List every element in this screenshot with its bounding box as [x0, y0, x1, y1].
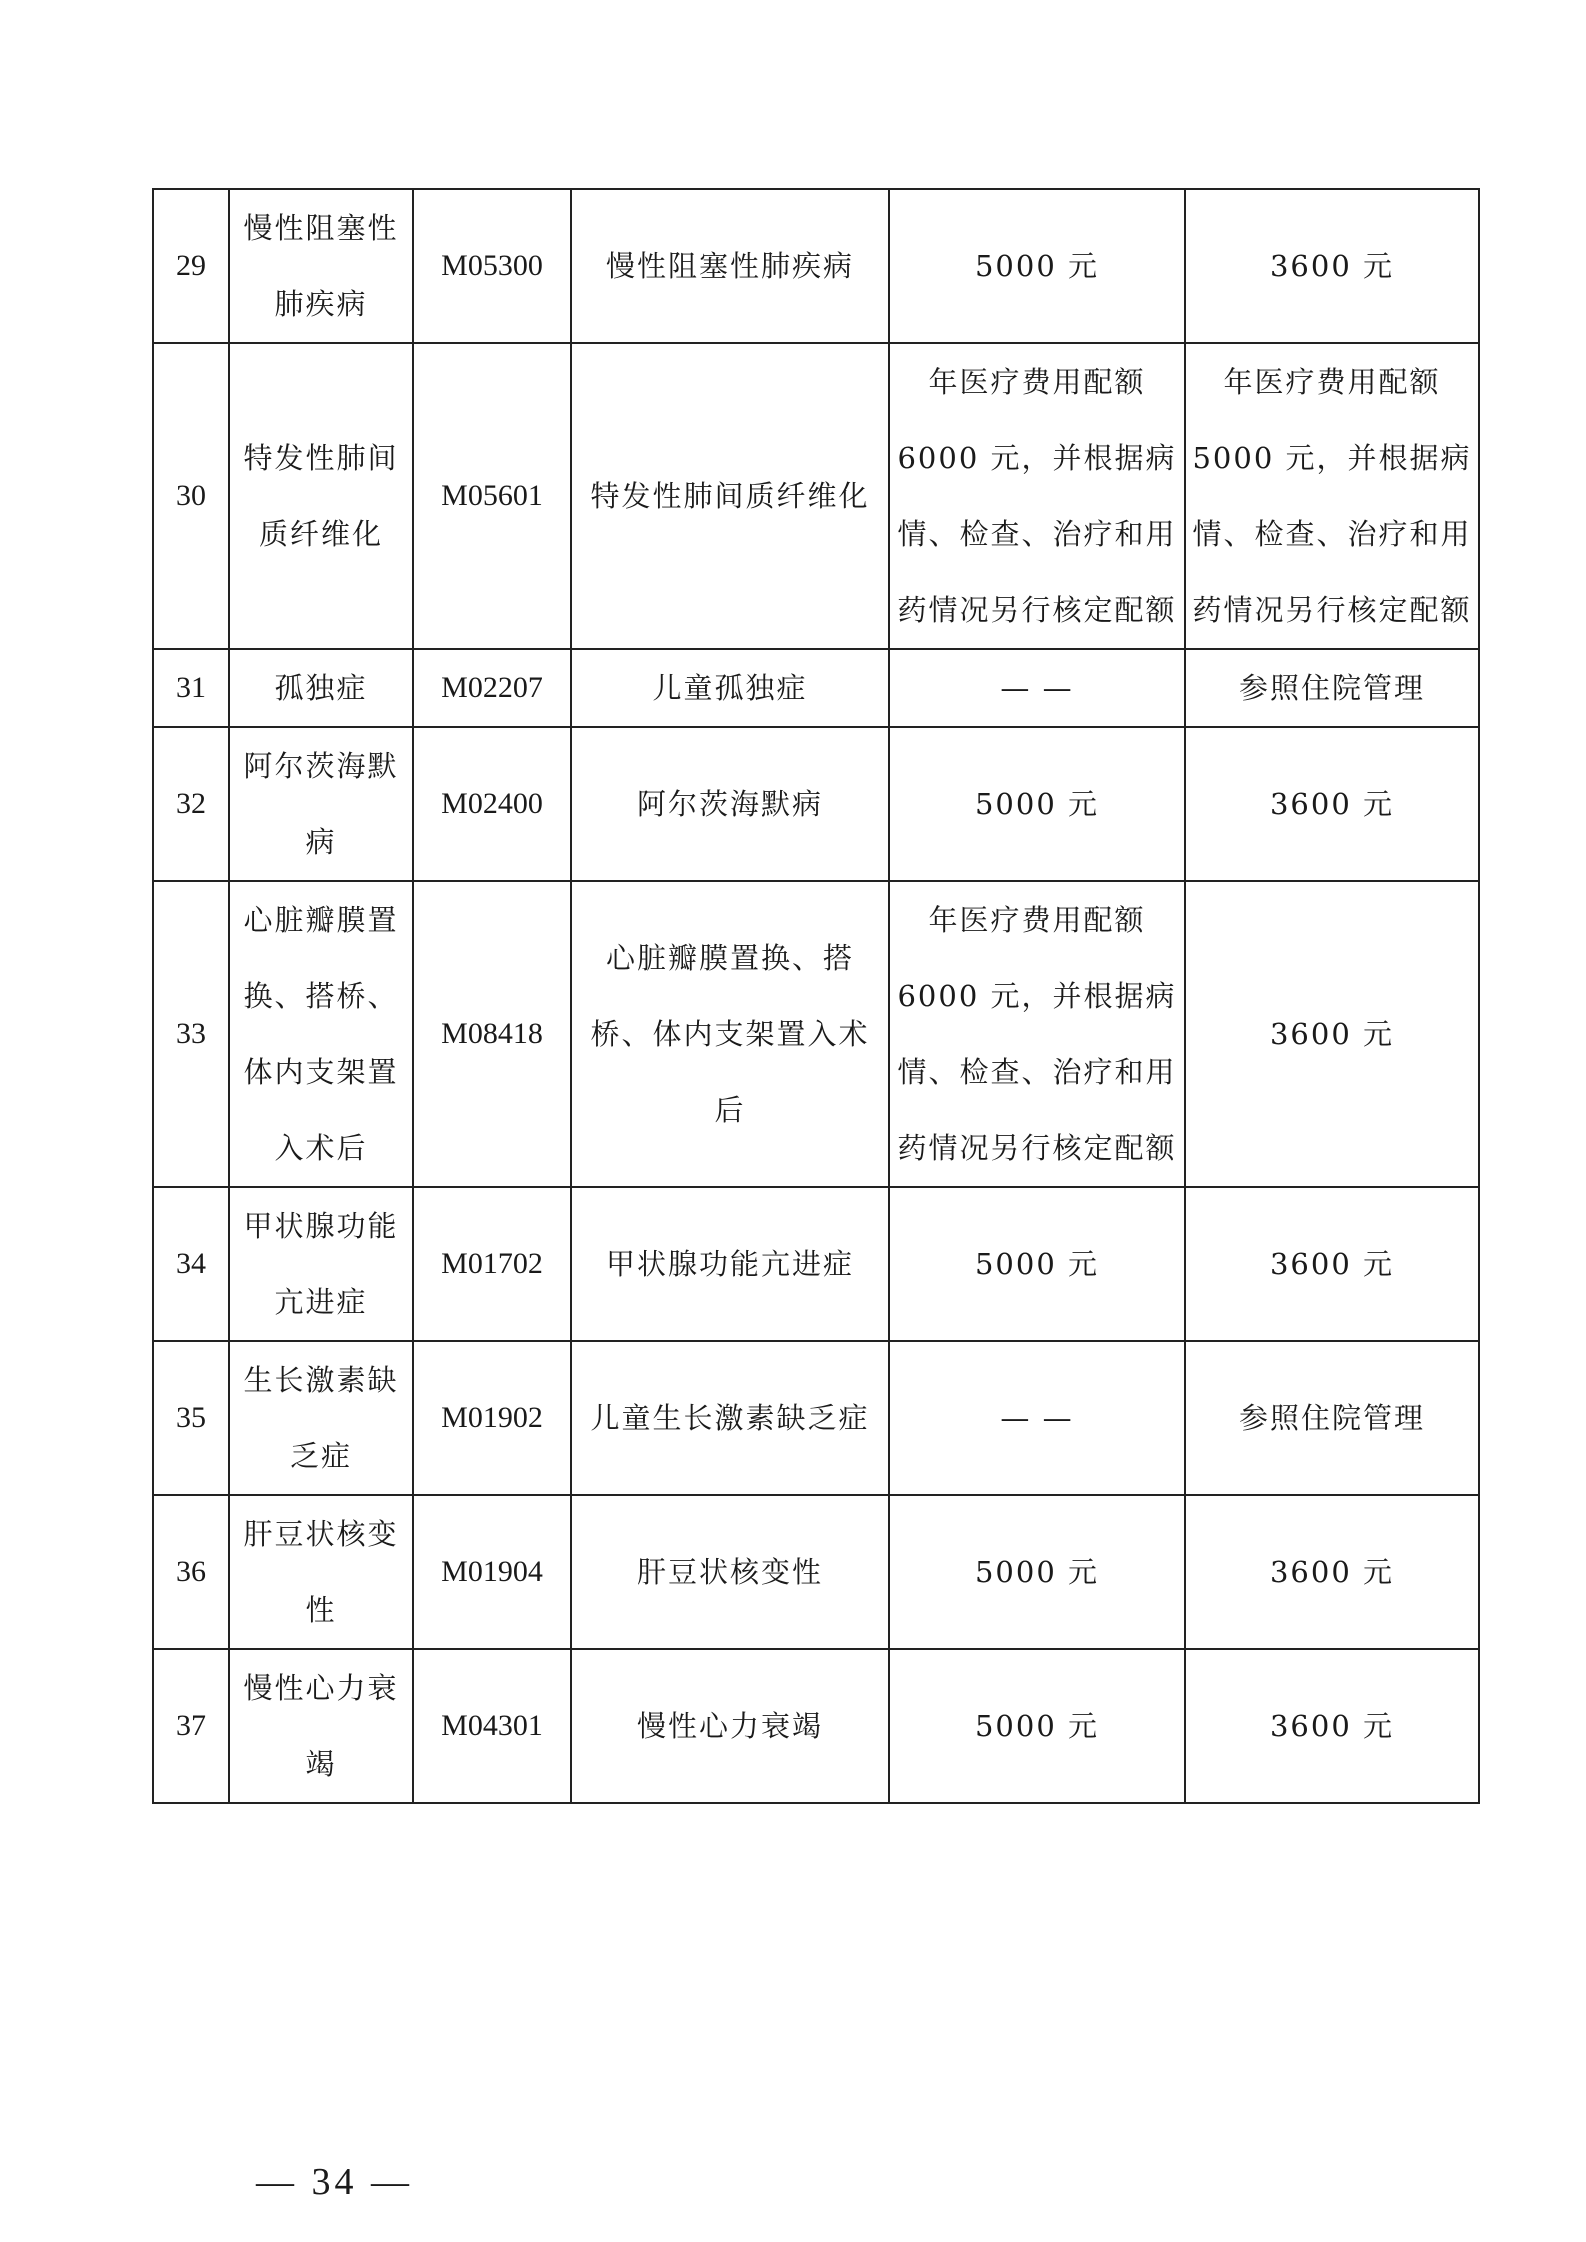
- row-number: 36: [153, 1495, 229, 1649]
- disease-category: 孤独症: [229, 649, 413, 727]
- disease-code: M05601: [413, 343, 571, 649]
- row-number: 34: [153, 1187, 229, 1341]
- quota-a: 5000 元: [889, 1495, 1185, 1649]
- disease-code: M01702: [413, 1187, 571, 1341]
- row-number: 31: [153, 649, 229, 727]
- disease-name: 慢性阻塞性肺疾病: [571, 189, 889, 343]
- quota-b: 3600 元: [1185, 1495, 1479, 1649]
- table-row: [153, 1187, 1479, 1341]
- quota-b: 3600 元: [1185, 1187, 1479, 1341]
- disease-name: 肝豆状核变性: [571, 1495, 889, 1649]
- disease-quota-table: [152, 188, 1480, 1804]
- disease-code: M01902: [413, 1341, 571, 1495]
- disease-category: 甲状腺功能亢进症: [229, 1187, 413, 1341]
- disease-name: 阿尔茨海默病: [571, 727, 889, 881]
- quota-b: 3600 元: [1185, 1649, 1479, 1803]
- quota-b: 3600 元: [1185, 727, 1479, 881]
- quota-a: 年医疗费用配额6000 元，并根据病情、检查、治疗和用药情况另行核定配额: [889, 343, 1185, 649]
- disease-name: 心脏瓣膜置换、搭桥、体内支架置入术后: [571, 881, 889, 1187]
- disease-category: 特发性肺间质纤维化: [229, 343, 413, 649]
- quota-a: 5000 元: [889, 1187, 1185, 1341]
- disease-category: 生长激素缺乏症: [229, 1341, 413, 1495]
- quota-a: — —: [889, 1341, 1185, 1495]
- disease-code: M01904: [413, 1495, 571, 1649]
- disease-name: 儿童生长激素缺乏症: [571, 1341, 889, 1495]
- table-row: [153, 1341, 1479, 1495]
- row-number: 37: [153, 1649, 229, 1803]
- table-row: [153, 881, 1479, 1187]
- quota-b: 参照住院管理: [1185, 1341, 1479, 1495]
- row-number: 29: [153, 189, 229, 343]
- disease-category: 慢性阻塞性肺疾病: [229, 189, 413, 343]
- disease-category: 肝豆状核变性: [229, 1495, 413, 1649]
- disease-code: M08418: [413, 881, 571, 1187]
- disease-code: M04301: [413, 1649, 571, 1803]
- disease-code: M02207: [413, 649, 571, 727]
- quota-a: 5000 元: [889, 1649, 1185, 1803]
- row-number: 33: [153, 881, 229, 1187]
- row-number: 32: [153, 727, 229, 881]
- table-row: [153, 727, 1479, 881]
- quota-b: 3600 元: [1185, 881, 1479, 1187]
- quota-a: 5000 元: [889, 189, 1185, 343]
- disease-code: M05300: [413, 189, 571, 343]
- quota-a: 年医疗费用配额6000 元，并根据病情、检查、治疗和用药情况另行核定配额: [889, 881, 1185, 1187]
- table-row: [153, 1495, 1479, 1649]
- disease-category: 心脏瓣膜置换、搭桥、体内支架置入术后: [229, 881, 413, 1187]
- table-row: [153, 1649, 1479, 1803]
- disease-name: 儿童孤独症: [571, 649, 889, 727]
- row-number: 35: [153, 1341, 229, 1495]
- disease-category: 慢性心力衰竭: [229, 1649, 413, 1803]
- row-number: 30: [153, 343, 229, 649]
- table-row: [153, 649, 1479, 727]
- quota-b: 年医疗费用配额5000 元，并根据病情、检查、治疗和用药情况另行核定配额: [1185, 343, 1479, 649]
- table-row: [153, 189, 1479, 343]
- quota-b: 参照住院管理: [1185, 649, 1479, 727]
- page-number: — 34 —: [256, 2161, 413, 2203]
- table-row: [153, 343, 1479, 649]
- disease-name: 甲状腺功能亢进症: [571, 1187, 889, 1341]
- disease-code: M02400: [413, 727, 571, 881]
- disease-name: 慢性心力衰竭: [571, 1649, 889, 1803]
- disease-category: 阿尔茨海默病: [229, 727, 413, 881]
- quota-b: 3600 元: [1185, 189, 1479, 343]
- quota-a: — —: [889, 649, 1185, 727]
- quota-a: 5000 元: [889, 727, 1185, 881]
- disease-name: 特发性肺间质纤维化: [571, 343, 889, 649]
